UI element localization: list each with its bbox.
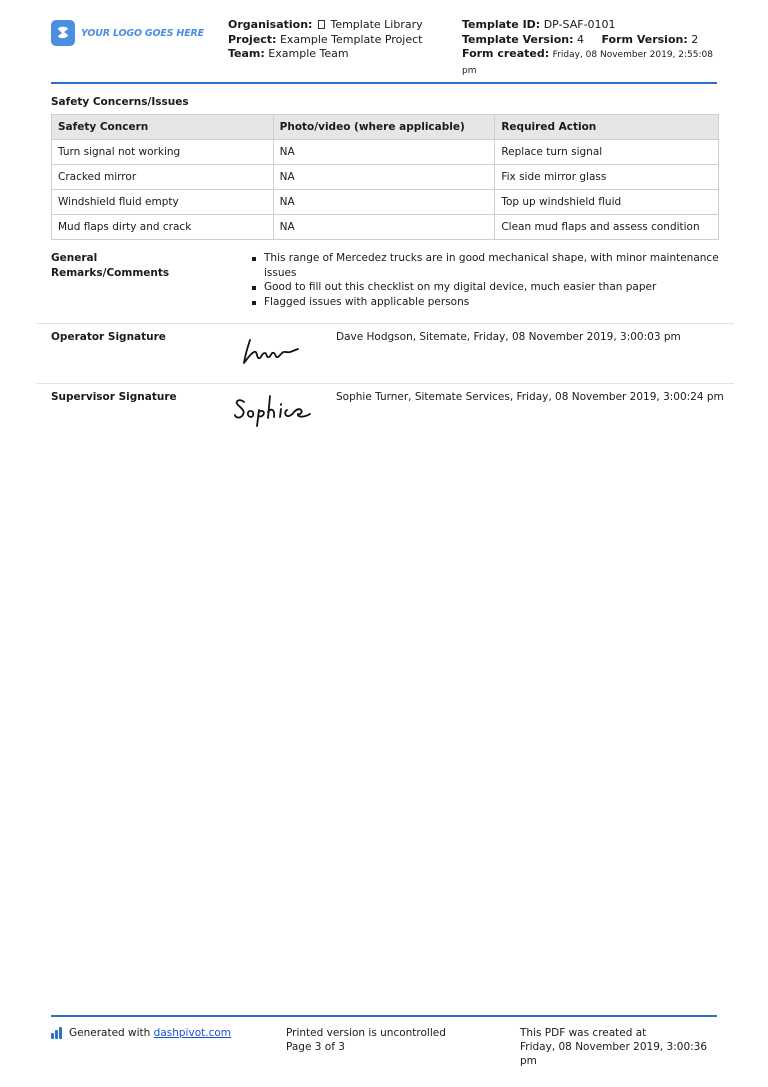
table-cell: Fix side mirror glass [495,165,719,190]
column-header: Photo/video (where applicable) [273,115,495,140]
section-divider [36,383,734,384]
template-version-value: 4 [576,32,584,46]
team-label: Team: [228,47,265,60]
operator-signature-label: Operator Signature [51,331,166,343]
organisation-value: Template Library [330,18,423,31]
supervisor-signature-details: Sophie Turner, Sitemate Services, Friday, 08 November 2019, 3:00:24 pm [336,391,724,403]
remarks-label: General Remarks/Comments [51,252,170,279]
pdf-created-label: This PDF was created at [520,1027,647,1039]
logo-text: YOUR LOGO GOES HERE [81,27,204,39]
company-logo [51,20,204,46]
table-cell: Mud flaps dirty and crack [52,215,274,240]
table-row [52,190,719,215]
operator-signature-details: Dave Hodgson, Sitemate, Friday, 08 November 2019, 3:00:03 pm [336,331,681,343]
list-item: Good to fill out this checklist on my digital device, much easier than paper [250,280,720,295]
remarks-list [250,251,720,309]
pdf-created [520,1026,717,1068]
page-number: Page 3 of 3 [286,1041,345,1053]
header-meta-right [462,18,727,78]
project-value: Example Template Project [279,32,423,46]
form-version-value: 2 [691,32,699,46]
form-created-value: Friday, 08 November 2019, 2:55:08 pm [462,50,713,76]
dashpivot-icon [51,1027,63,1039]
template-id-label: Template ID: [462,18,541,31]
table-row [52,140,719,165]
supervisor-signature-image [232,392,318,428]
table-row [52,215,719,240]
generated-prefix: Generated with [69,1027,151,1039]
pdf-created-date: Friday, 08 November 2019, 3:00:36 pm [520,1041,708,1067]
table-cell: NA [273,165,495,190]
operator-signature-image [240,336,302,368]
table-cell: Turn signal not working [52,140,274,165]
section-title: Safety Concerns/Issues [51,96,189,108]
table-cell: NA [273,190,495,215]
template-id-line [462,18,727,33]
logo-icon [51,20,75,46]
table-cell: Clean mud flaps and assess condition [495,215,719,240]
organisation-label: Organisation: [228,18,313,31]
template-id-value: DP-SAF-0101 [543,18,616,31]
form-version-label: Form Version: [601,32,688,46]
table-cell: Windshield fluid empty [52,190,274,215]
dashpivot-link[interactable]: dashpivot.com [153,1027,231,1039]
header-meta-left [228,18,423,62]
project-line [228,33,423,48]
list-item: This range of Mercedez trucks are in good mechanical shape, with minor maintenance issues [250,251,720,280]
print-notice [286,1026,446,1054]
printed-notice-text: Printed version is uncontrolled [286,1027,446,1039]
version-line [462,33,727,48]
organisation-icon [318,20,325,29]
table-header-row [52,115,719,140]
safety-concerns-table [51,114,719,240]
table-row [52,165,719,190]
table-cell: Cracked mirror [52,165,274,190]
generated-with [51,1026,231,1040]
header-divider [51,82,717,84]
organisation-line [228,18,423,33]
table-cell: NA [273,140,495,165]
column-header: Required Action [495,115,719,140]
footer-divider [51,1015,717,1017]
template-version-label: Template Version: [462,32,574,46]
supervisor-signature-label: Supervisor Signature [51,391,177,403]
table-cell: Replace turn signal [495,140,719,165]
team-value: Example Team [268,47,349,60]
table-cell: NA [273,215,495,240]
column-header: Safety Concern [52,115,274,140]
list-item: Flagged issues with applicable persons [250,295,720,310]
form-created-label: Form created: [462,47,550,60]
form-created-line [462,47,727,78]
team-line [228,47,423,62]
project-label: Project: [228,32,277,46]
table-cell: Top up windshield fluid [495,190,719,215]
section-divider [36,323,734,324]
